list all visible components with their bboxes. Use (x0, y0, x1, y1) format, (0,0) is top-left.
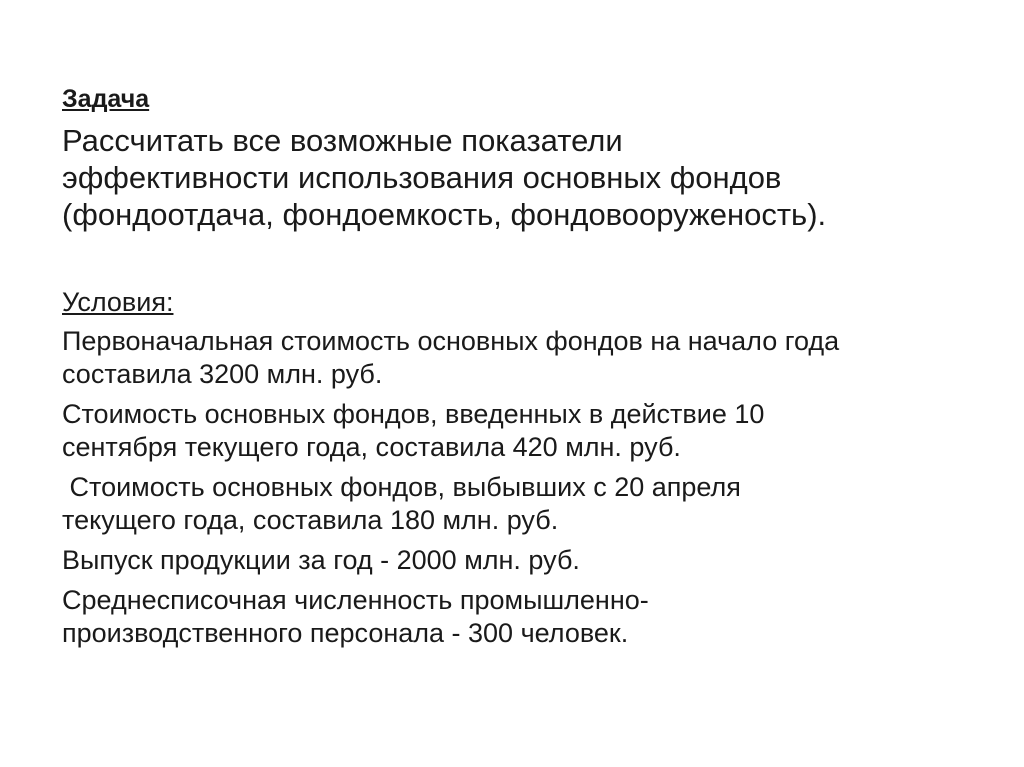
slide-content (62, 82, 982, 657)
condition-line: производственного персонала - 300 человек. (62, 618, 629, 648)
condition-item (62, 544, 982, 577)
condition-item (62, 325, 982, 391)
condition-line: сентября текущего года, составила 420 млн. руб. (62, 432, 681, 462)
condition-line: составила 3200 млн. руб. (62, 359, 383, 389)
condition-line: Стоимость основных фондов, выбывших с 20 апреля (62, 472, 741, 502)
condition-line: Среднесписочная численность промышленно- (62, 585, 649, 615)
task-line: Рассчитать все возможные показатели (62, 123, 623, 158)
condition-item (62, 398, 982, 464)
task-line: (фондоотдача, фондоемкость, фондовооруженость). (62, 197, 827, 232)
conditions-heading: Условия: (62, 287, 174, 317)
condition-item (62, 471, 982, 537)
task-heading: Задача (62, 85, 150, 113)
condition-line: Первоначальная стоимость основных фондов на начало года (62, 326, 840, 356)
condition-line: текущего года, составила 180 млн. руб. (62, 505, 559, 535)
condition-line: Выпуск продукции за год - 2000 млн. руб. (62, 545, 580, 575)
task-description (62, 122, 982, 233)
condition-item (62, 584, 982, 650)
condition-line: Стоимость основных фондов, введенных в действие 10 (62, 399, 765, 429)
task-line: эффективности использования основных фондов (62, 160, 782, 195)
